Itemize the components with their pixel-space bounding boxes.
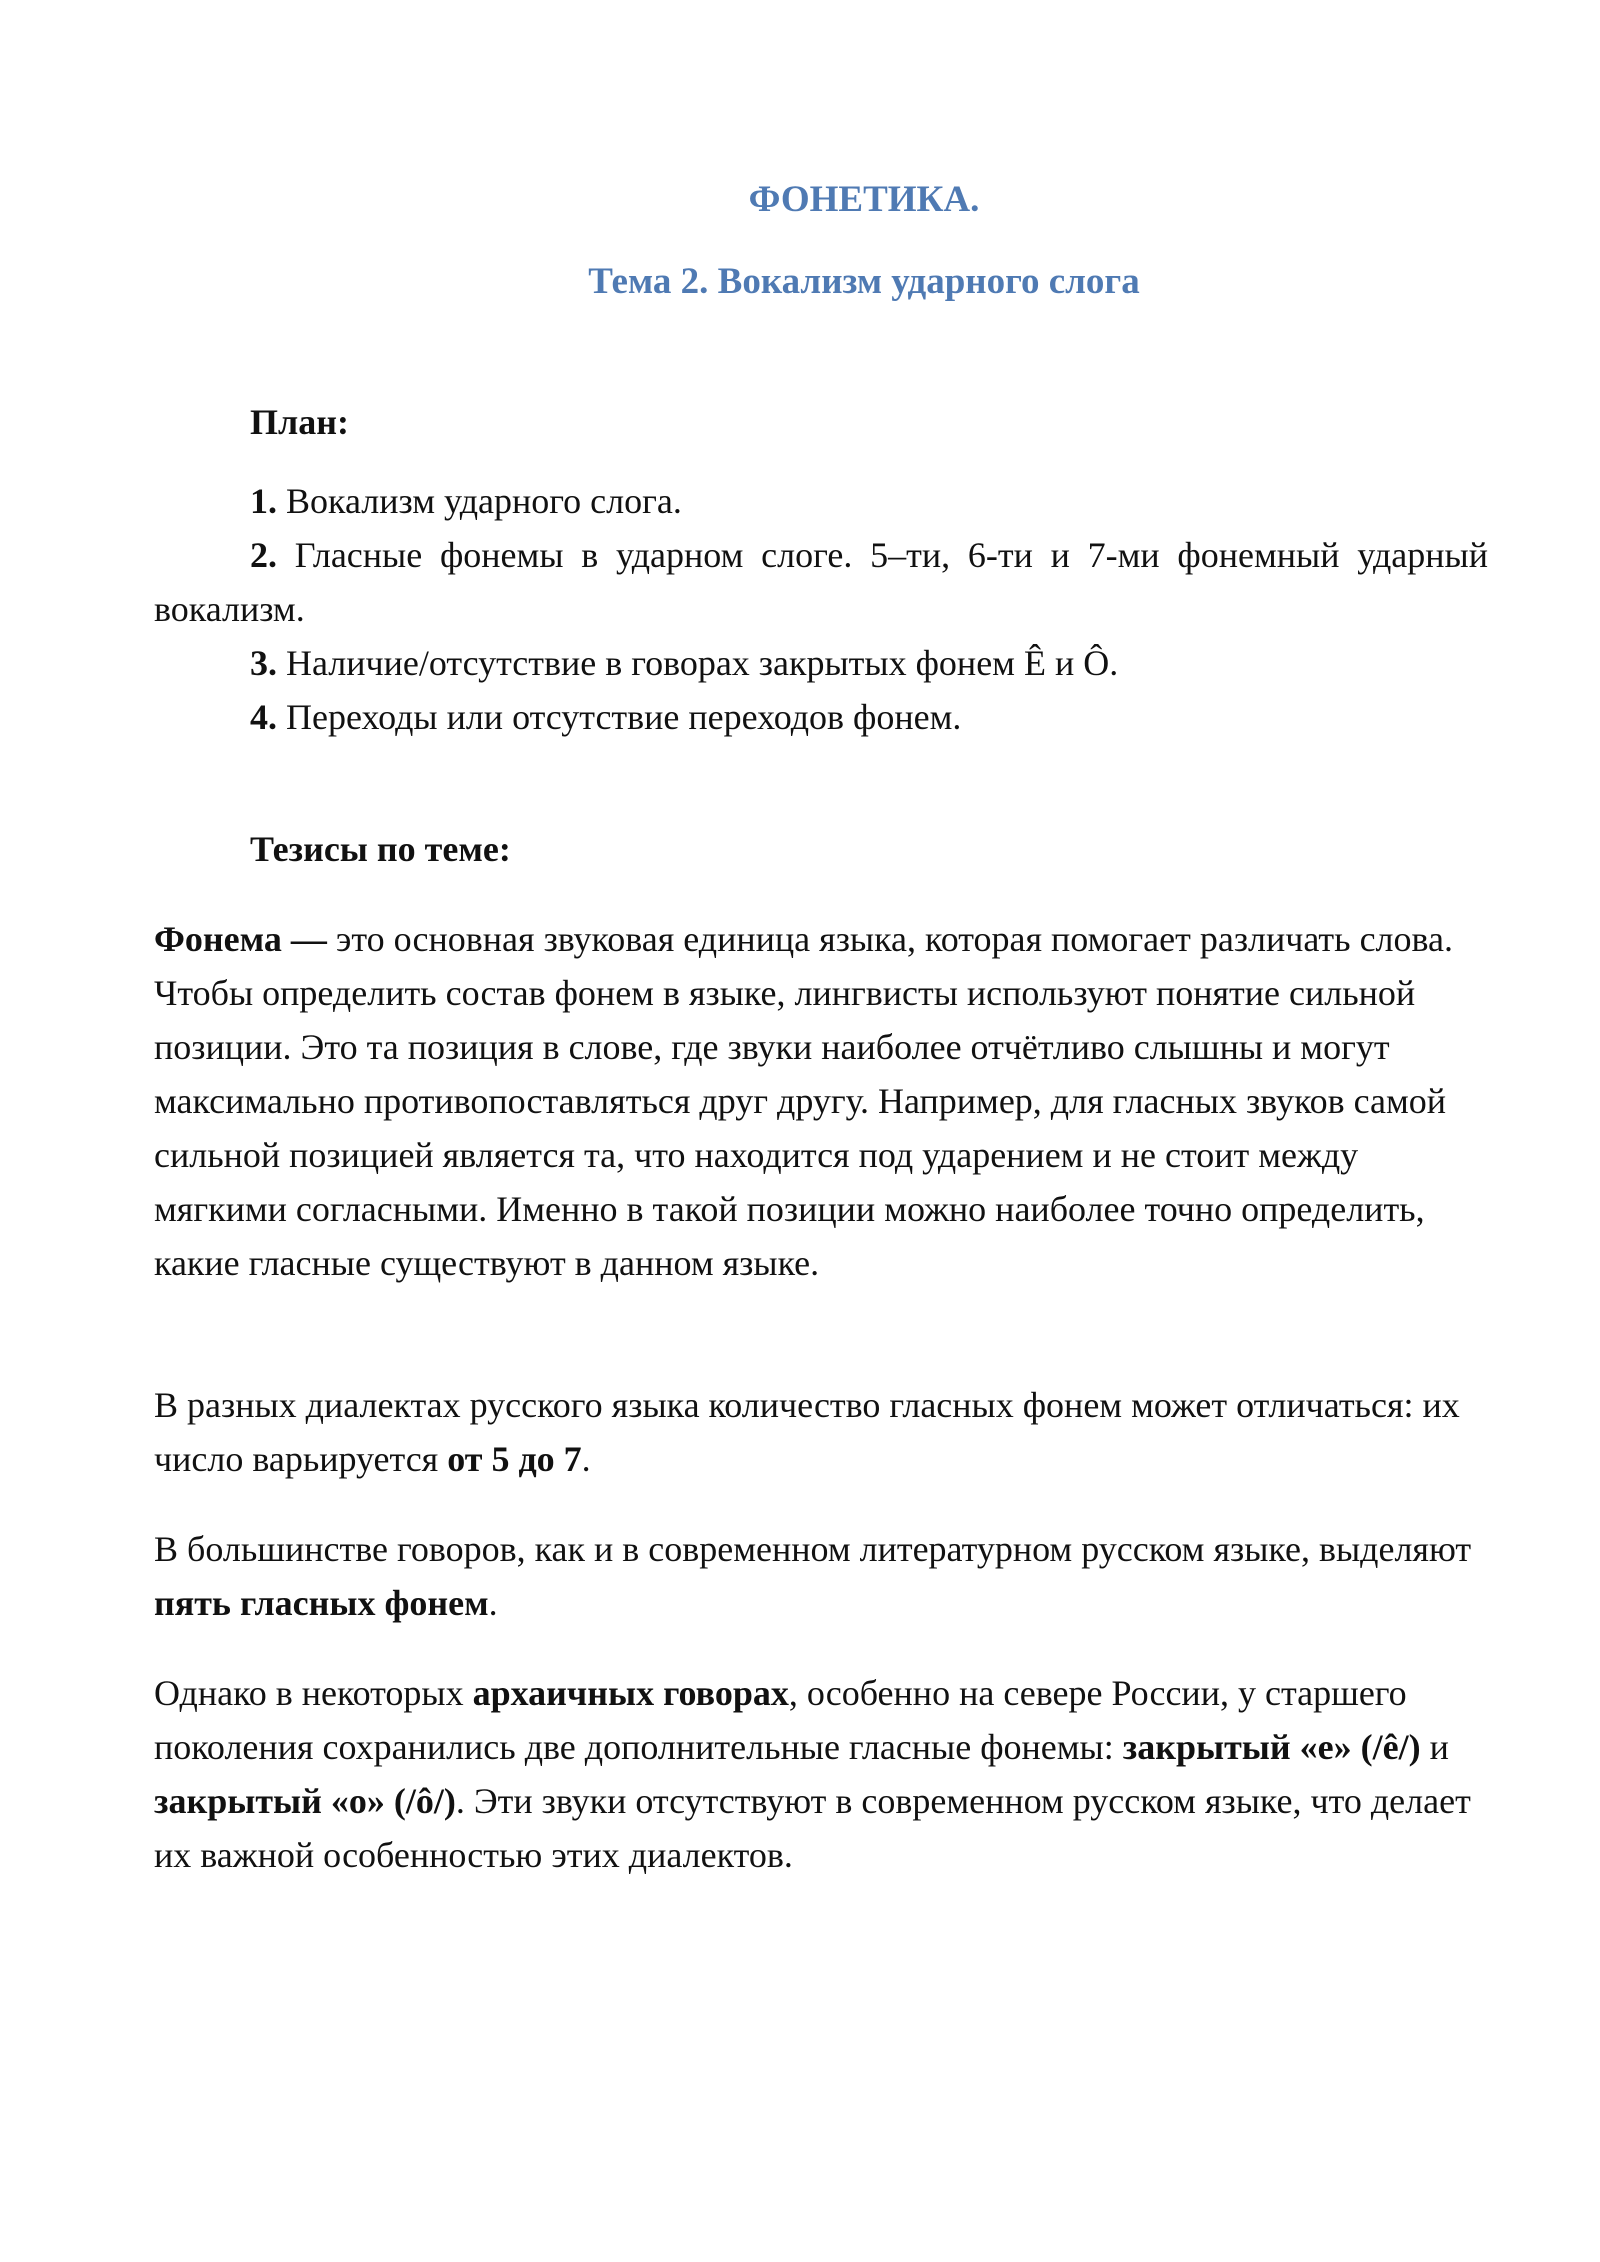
plan-item-number: 3. xyxy=(250,643,277,683)
emphasis-closed-e: закрытый «е» (/ê/) xyxy=(1122,1727,1421,1767)
plan-item-text: Переходы или отсутствие переходов фонем. xyxy=(277,697,962,737)
plan-item-text: Гласные фонемы в ударном слоге. 5–ти, 6-ти и 7-ми фонемный ударный вокализм. xyxy=(154,535,1488,629)
theses-heading: Тезисы по теме: xyxy=(250,829,511,869)
thesis-paragraph-five-phonemes xyxy=(154,1522,1488,1630)
plan-item-number: 2. xyxy=(250,535,277,575)
plan-item xyxy=(154,690,1488,744)
emphasis-five-phonemes: пять гласных фонем xyxy=(154,1583,489,1623)
term-phoneme: Фонема — xyxy=(154,919,327,959)
paragraph-text: В большинстве говоров, как и в современном литературном русском языке, выделяют xyxy=(154,1529,1472,1569)
paragraph-text: и xyxy=(1420,1727,1449,1767)
paragraph-text: Однако в некоторых xyxy=(154,1673,473,1713)
document-title: ФОНЕТИКА. xyxy=(748,179,980,220)
document-subtitle: Тема 2. Вокализм ударного слога xyxy=(588,261,1140,302)
paragraph-text: , особенно на севере России, у старшего поколения сохранились две дополнительные гласные фонемы: xyxy=(154,1673,1407,1767)
plan-item-number: 4. xyxy=(250,697,277,737)
paragraph-text: В разных диалектах русского языка количество гласных фонем может отличаться: их число варьируется xyxy=(154,1385,1460,1479)
emphasis-range: от 5 до 7 xyxy=(447,1439,582,1479)
emphasis-archaic-dialects: архаичных говорах xyxy=(472,1673,789,1713)
thesis-paragraph-dialects xyxy=(154,1378,1488,1486)
thesis-paragraph-phoneme xyxy=(154,912,1488,1290)
paragraph-text: это основная звуковая единица языка, которая помогает различать слова. Чтобы определить состав фонем в языке, лингвисты используют понятие сильной позиции. Это та позиция в слове, где звуки наиболее отчётливо слышны и могут максимально противопоставляться друг другу. Например, для гласных звуков самой сильной позицией является та, что находится под ударением и не стоит между мягкими согласными. Именно в такой позиции можно наиболее точно определить, какие гласные существуют в данном языке. xyxy=(154,919,1454,1283)
thesis-paragraph-archaic xyxy=(154,1666,1488,1882)
plan-heading: План: xyxy=(250,402,349,442)
paragraph-text: . xyxy=(581,1439,591,1479)
plan-item xyxy=(154,636,1488,690)
emphasis-closed-o: закрытый «о» (/ô/) xyxy=(154,1781,456,1821)
paragraph-text: . xyxy=(488,1583,498,1623)
plan-list xyxy=(154,474,1488,744)
plan-item xyxy=(154,474,1488,528)
plan-item-number: 1. xyxy=(250,481,277,521)
plan-item-text: Наличие/отсутствие в говорах закрытых фонем Ê и Ô. xyxy=(277,643,1119,683)
plan-item xyxy=(154,528,1488,636)
paragraph-text: . Эти звуки отсутствуют в современном русском языке, что делает их важной особенностью этих диалектов. xyxy=(154,1781,1471,1875)
plan-item-text: Вокализм ударного слога. xyxy=(277,481,682,521)
